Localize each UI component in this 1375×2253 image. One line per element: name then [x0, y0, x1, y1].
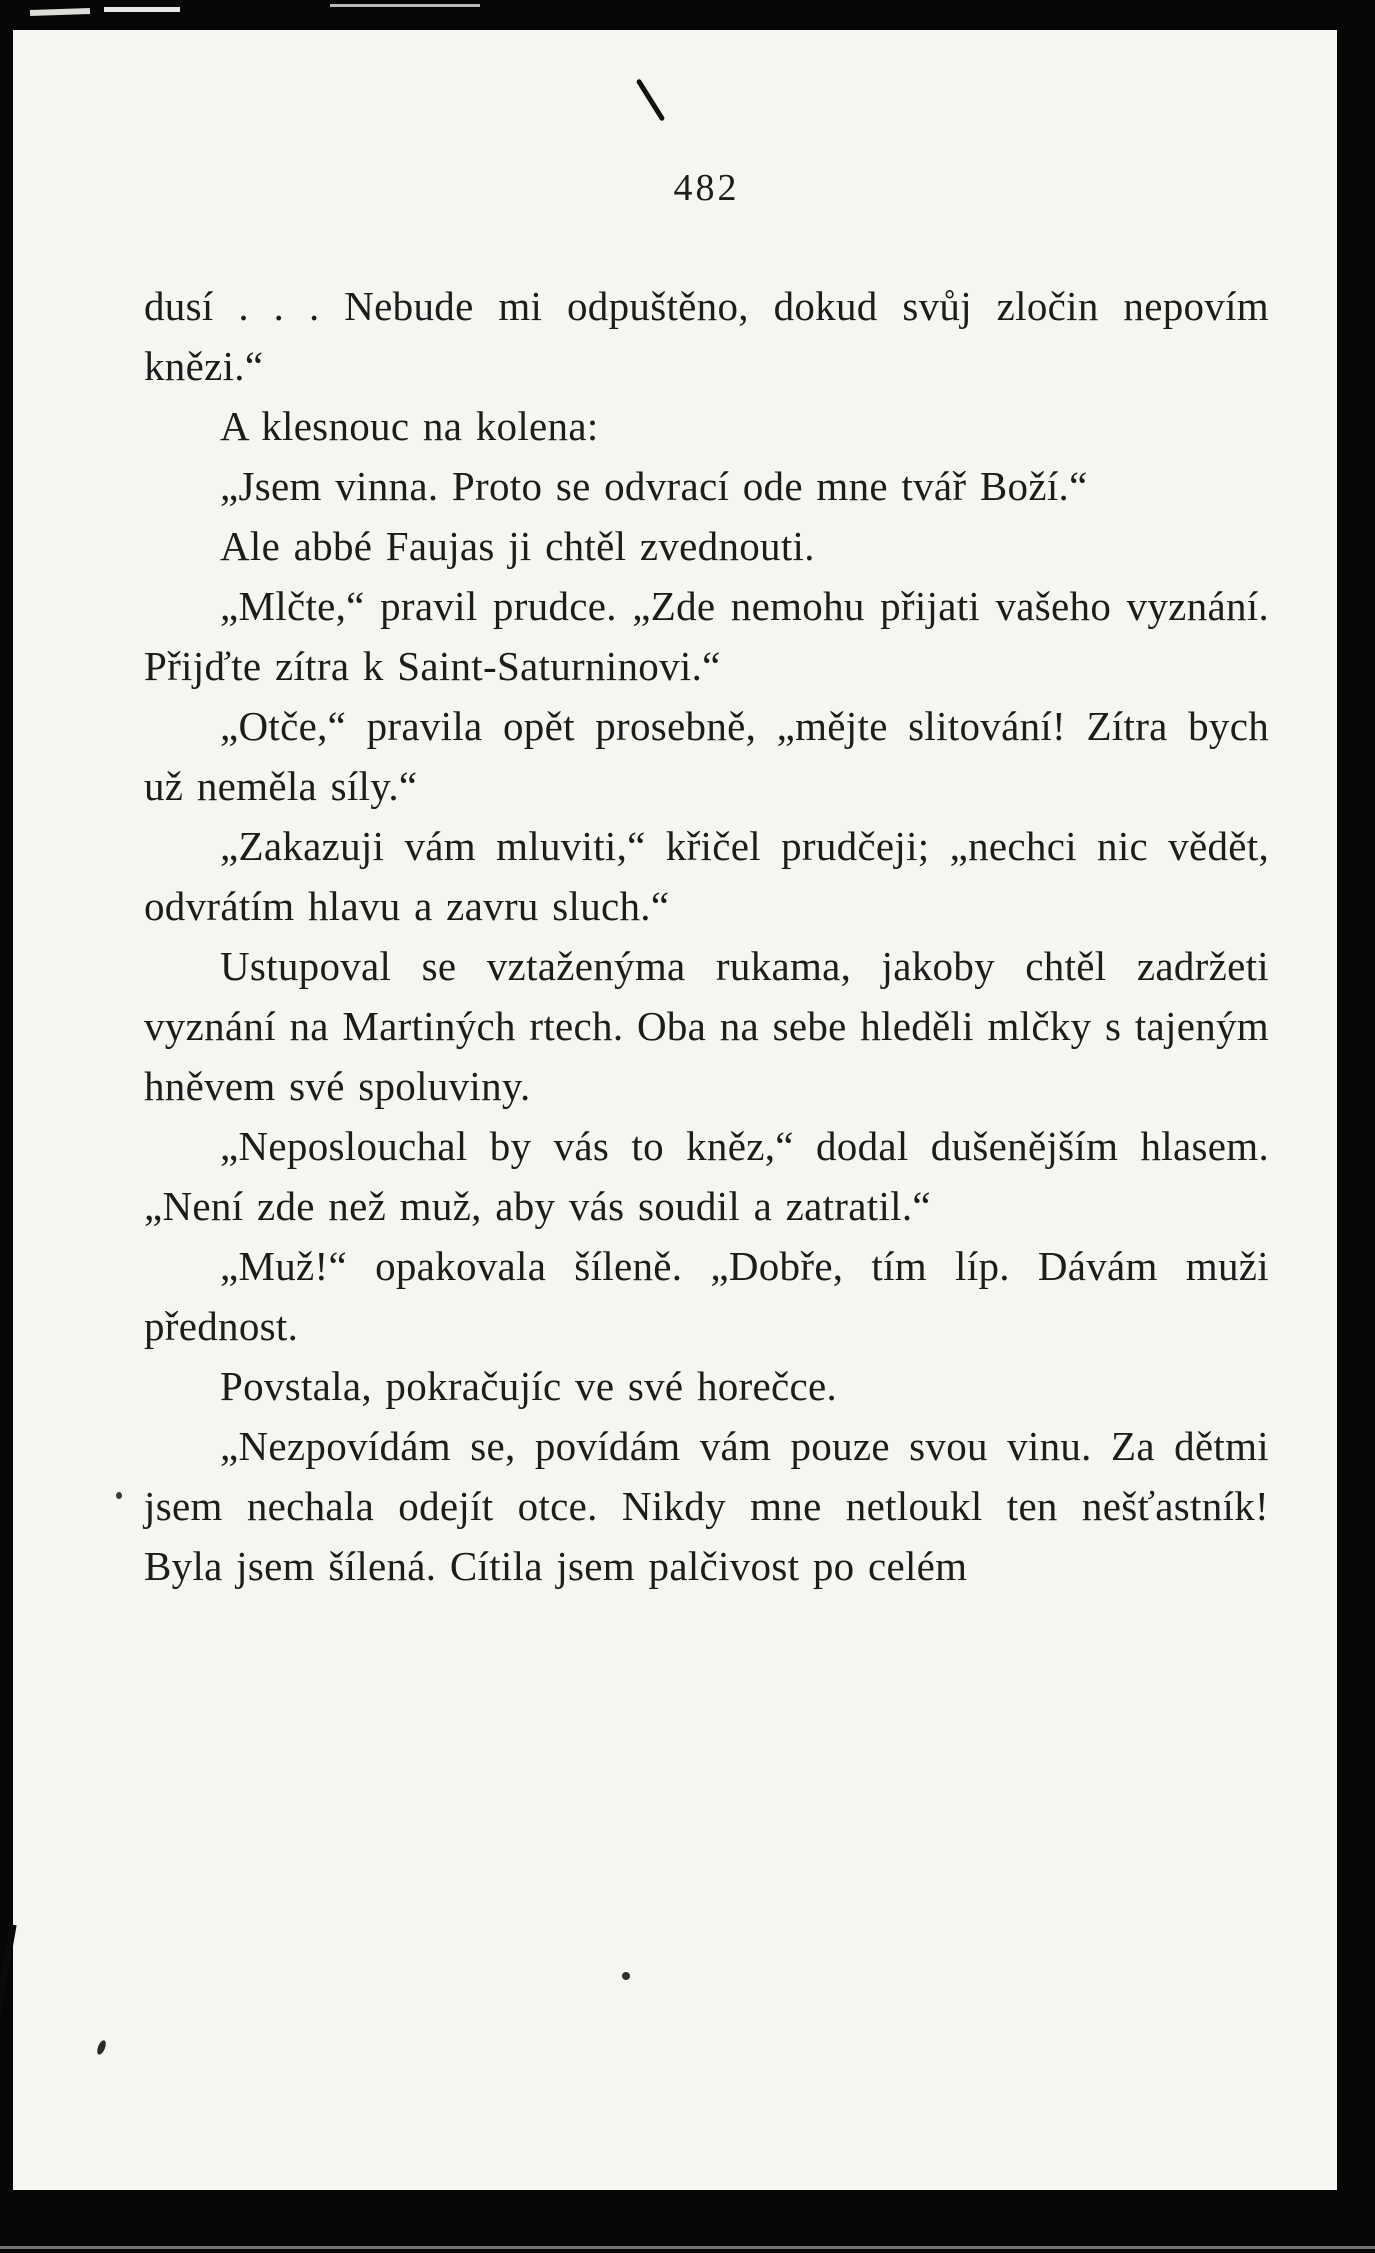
ink-speck	[622, 1972, 630, 1980]
ink-speck	[116, 1492, 122, 1499]
scan-noise-mark	[104, 7, 180, 12]
paragraph: „Mlčte,“ pravil prudce. „Zde nemohu přijati vašeho vyznání. Přijďte zítra k Saint-Saturninovi.“	[144, 583, 1269, 689]
paragraph: „Jsem vinna. Proto se odvrací ode mne tvář Boží.“	[220, 463, 1088, 509]
paragraph: dusí . . . Nebude mi odpuštěno, dokud svůj zločin nepovím knězi.“	[144, 283, 1269, 389]
scan-edge-hairline	[0, 2246, 1375, 2249]
paragraph: „Otče,“ pravila opět prosebně, „mějte slitování! Zítra bych už neměla síly.“	[144, 703, 1269, 809]
paragraph: Ustupoval se vztaženýma rukama, jakoby chtěl zadržeti vyznání na Martiných rtech. Oba na sebe hleděli mlčky s tajeným hněvem své spoluviny.	[144, 943, 1269, 1109]
paragraph: Povstala, pokračujíc ve své horečce.	[220, 1363, 838, 1409]
book-page	[13, 30, 1337, 2190]
page-number: 482	[673, 167, 740, 209]
paragraph: A klesnouc na kolena:	[220, 403, 599, 449]
paragraph: Ale abbé Faujas ji chtěl zvednouti.	[220, 523, 815, 569]
scan-noise-mark	[30, 8, 90, 16]
page-text-block	[144, 276, 1269, 1596]
paragraph: „Neposlouchal by vás to kněz,“ dodal dušenějším hlasem. „Není zde než muž, aby vás soudil a zatratil.“	[144, 1123, 1269, 1229]
paragraph: „Zakazuji vám mluviti,“ křičel prudčeji; „nechci nic vědět, odvrátím hlavu a zavru sluch.“	[144, 823, 1269, 929]
scan-noise-mark	[330, 4, 480, 7]
paragraph: „Muž!“ opakovala šíleně. „Dobře, tím líp. Dávám muži přednost.	[144, 1243, 1269, 1349]
paragraph: „Nezpovídám se, povídám vám pouze svou vinu. Za dětmi jsem nechala odejít otce. Nikdy mne netloukl ten nešťastník! Byla jsem šílená. Cítila jsem palčivost po celém	[144, 1423, 1269, 1589]
